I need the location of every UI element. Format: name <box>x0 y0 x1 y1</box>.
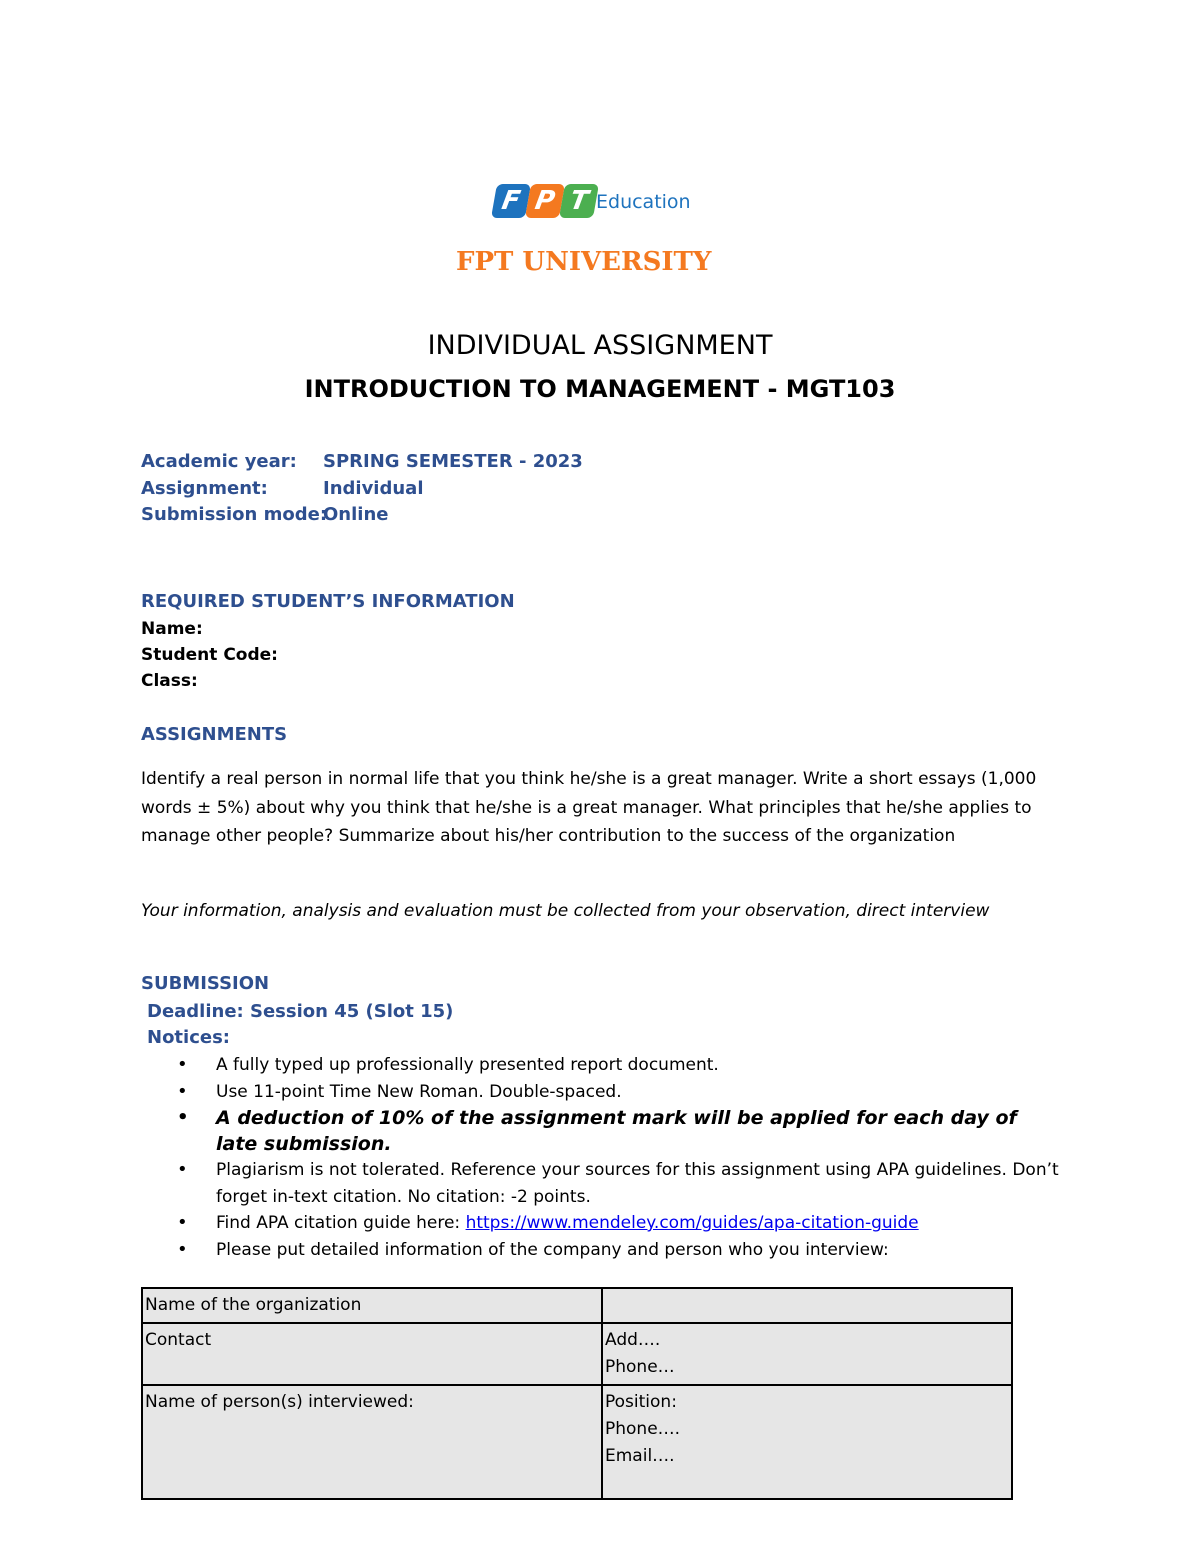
notices-list <box>141 1052 1061 1263</box>
meta-value: SPRING SEMESTER - 2023 <box>323 451 583 472</box>
interview-info-table <box>141 1287 1013 1500</box>
table-cell-label: Name of the organization <box>142 1288 602 1323</box>
meta-label: Submission mode: <box>141 504 328 525</box>
person-email: Email…. <box>605 1446 675 1466</box>
table-row <box>142 1288 1012 1323</box>
notice-item: • Use 11-point Time New Roman. Double-spaced. <box>141 1079 1061 1106</box>
assignments-body: Identify a real person in normal life that you think he/she is a great manager. Write a short essays (1,000 words ± 5%) about why you think that he/she is a great manager. What principles that he/she applies to manage other people? Summarize about his/her contribution to the success of the organization <box>141 769 1037 846</box>
contact-phone: Phone… <box>605 1357 675 1377</box>
table-cell-value <box>602 1323 1012 1385</box>
field-student-code: Student Code: <box>141 645 278 665</box>
meta-label: Academic year: <box>141 451 297 472</box>
table-row <box>142 1385 1012 1499</box>
person-phone: Phone…. <box>605 1419 681 1439</box>
table-cell-label: Name of person(s) interviewed: <box>142 1385 602 1499</box>
table-cell-value <box>602 1385 1012 1499</box>
notice-item: • Plagiarism is not tolerated. Reference your sources for this assignment using APA guidelines. Don’t forget in-text citation. No citation: -2 points. <box>141 1157 1061 1210</box>
table-cell-label: Contact <box>142 1323 602 1385</box>
notice-item: • Please put detailed information of the company and person who you interview: <box>141 1237 1061 1264</box>
notice-item-late-penalty: • A deduction of 10% of the assignment mark will be applied for each day of late submission. <box>141 1105 1061 1157</box>
notice-text: Find APA citation guide here: <box>216 1213 466 1233</box>
document-title: INDIVIDUAL ASSIGNMENT <box>427 330 773 361</box>
contact-address: Add…. <box>605 1330 661 1350</box>
student-info-heading: REQUIRED STUDENT’S INFORMATION <box>141 591 515 612</box>
table-row <box>142 1323 1012 1385</box>
logo-letter-p: P <box>525 184 565 218</box>
field-name: Name: <box>141 619 203 639</box>
deadline: Deadline: Session 45 (Slot 15) <box>147 1001 454 1022</box>
table-cell-value <box>602 1288 1012 1323</box>
assignments-heading: ASSIGNMENTS <box>141 724 288 745</box>
meta-value: Individual <box>323 478 424 499</box>
apa-guide-link[interactable]: https://www.mendeley.com/guides/apa-citation-guide <box>465 1213 919 1233</box>
notices-label: Notices: <box>147 1027 230 1048</box>
university-name: FPT UNIVERSITY <box>456 247 712 277</box>
logo-letter-f: F <box>491 184 531 218</box>
meta-value: Online <box>323 504 389 525</box>
notice-item: • A fully typed up professionally presented report document. <box>141 1052 1061 1079</box>
notice-item-apa-guide <box>141 1210 1061 1237</box>
submission-heading: SUBMISSION <box>141 973 270 994</box>
field-class: Class: <box>141 671 198 691</box>
logo-letter-t: T <box>559 184 599 218</box>
assignments-note: Your information, analysis and evaluation must be collected from your observation, direct interview <box>141 901 990 921</box>
course-title: INTRODUCTION TO MANAGEMENT - MGT103 <box>304 375 896 403</box>
meta-label: Assignment: <box>141 478 268 499</box>
person-position: Position: <box>605 1392 677 1412</box>
logo-tagline: Education <box>596 191 691 213</box>
